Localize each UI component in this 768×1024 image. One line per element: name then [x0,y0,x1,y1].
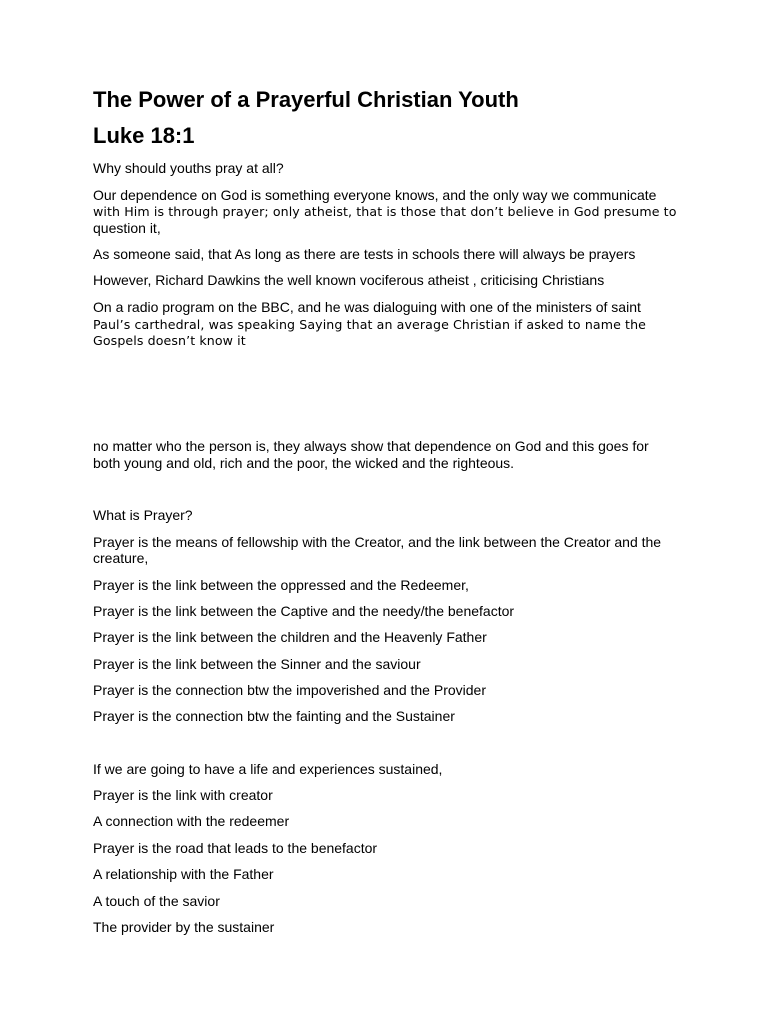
paragraph-dependence-line-3: question it, [93,220,161,236]
paragraph-dependence-line-1: Our dependence on God is something everyone knows, and the only way we communicate [93,187,657,203]
paragraph-dependence-line-2: with Him is through prayer; only atheist, that is those that don’t believe in God presume to [93,204,677,219]
paragraph-no-matter-line-2: both young and old, rich and the poor, the wicked and the righteous. [93,455,515,471]
question-what-is-prayer: What is Prayer? [93,507,193,523]
sustained-intro: If we are going to have a life and experiences sustained, [93,761,443,777]
list-item: Prayer is the connection btw the fainting and the Sustainer [93,708,455,724]
list-item: A touch of the savior [93,893,220,909]
question-why-pray: Why should youths pray at all? [93,160,284,176]
list-item: Prayer is the link between the Captive and the needy/the benefactor [93,603,515,619]
paragraph-radio-line-1: On a radio program on the BBC, and he was dialoguing with one of the ministers of saint [93,299,641,315]
list-item: The provider by the sustainer [93,919,275,935]
list-item: Prayer is the link with creator [93,787,273,803]
prayer-definition-line-1: Prayer is the means of fellowship with the Creator, and the link between the Creator and the [93,534,662,550]
paragraph-no-matter-line-1: no matter who the person is, they always show that dependence on God and this goes for [93,438,649,454]
paragraph-radio-line-2: Paul’s carthedral, was speaking Saying that an average Christian if asked to name the [93,317,647,332]
list-item: Prayer is the road that leads to the benefactor [93,840,378,856]
list-item: A relationship with the Father [93,866,274,882]
list-item: Prayer is the link between the children and the Heavenly Father [93,629,487,645]
paragraph-dawkins: However, Richard Dawkins the well known vociferous atheist , criticising Christians [93,272,605,288]
list-item: Prayer is the link between the Sinner and the saviour [93,656,421,672]
list-item: A connection with the redeemer [93,813,290,829]
prayer-definition-line-2: creature, [93,550,149,566]
scripture-reference: Luke 18:1 [93,123,195,148]
paragraph-radio-line-3: Gospels doesn’t know it [93,333,246,348]
document-title: The Power of a Prayerful Christian Youth [93,87,519,112]
paragraph-tests: As someone said, that As long as there are tests in schools there will always be prayers [93,246,636,262]
list-item: Prayer is the connection btw the impoverished and the Provider [93,682,486,698]
list-item: Prayer is the link between the oppressed and the Redeemer, [93,577,469,593]
